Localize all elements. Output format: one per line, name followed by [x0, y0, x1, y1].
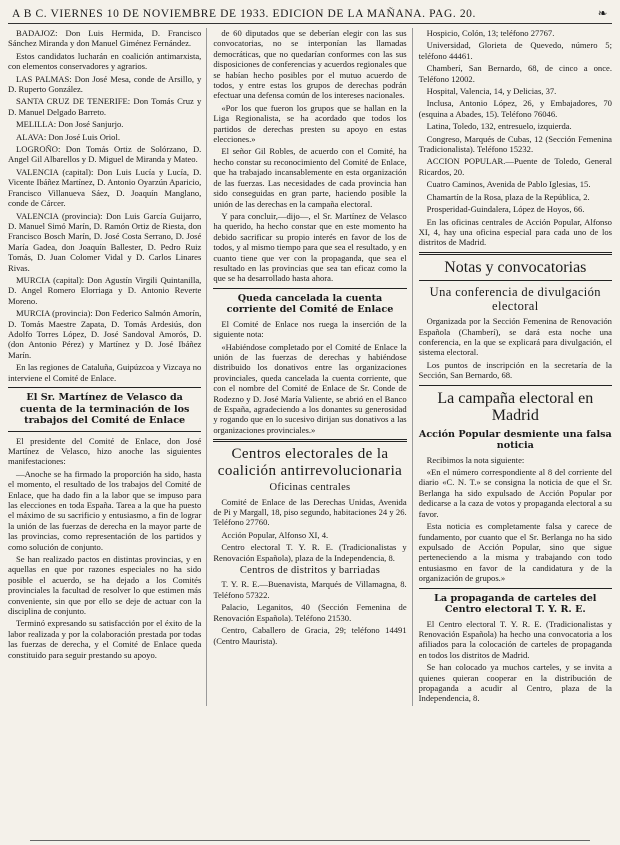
article-paragraph: El Comité de Enlace nos ruega la inserción de la siguiente nota:	[213, 318, 407, 340]
header-dateline: A B C. VIERNES 10 DE NOVIEMBRE DE 1933. EDICION DE LA MAÑANA. PAG. 20.	[12, 8, 476, 20]
office-listing: Prosperidad-Guindalera, López de Hoyos, 66.	[426, 204, 585, 215]
column-2	[213, 28, 412, 706]
office-listing: Latina, Toledo, 132, entresuelo, izquierda.	[426, 121, 572, 132]
office-listing: En las oficinas centrales de Acción Popular, Alfonso XI, 4, hay una oficina especial para cada uno de los distritos de Madrid.	[418, 216, 612, 248]
article-paragraph: Los puntos de inscripción en la secretaría de la Sección, San Bernardo, 68.	[418, 359, 612, 381]
office-listing: Congreso, Marqués de Cubas, 12 (Sección Femenina Tradicionalista). Teléfono 15232.	[418, 133, 612, 155]
article-paragraph: «Por los que fueron los grupos que se hallan en la Liga Regionalista, se ha acordado que todos los partidos de derechas presten su apoyo en estas elecciones.»	[213, 102, 407, 145]
bottom-rule	[30, 840, 590, 841]
office-listing: T. Y. R. E.—Buenavista, Marqués de Villamagna, 8. Teléfono 57322.	[213, 579, 407, 600]
subhead-oficinas-centrales: Oficinas centrales	[269, 482, 351, 494]
office-listing: Comité de Enlace de las Derechas Unidas, Avenida de Pi y Margall, 18, piso segundo, habitaciones 24 y 26. Teléfono 27760.	[213, 496, 407, 528]
headline-conferencia: Una conferencia de divulgación electoral	[429, 285, 601, 314]
headline-accion-popular: Acción Popular desmiente una falsa noticia	[418, 428, 612, 452]
office-listing: Universidad, Glorieta de Quevedo, número 5; teléfono 44461.	[418, 40, 612, 61]
candidates-tenerife: SANTA CRUZ DE TENERIFE: Don Tomás Cruz y D. Manuel Delgado Barreto.	[8, 96, 202, 117]
header-mark: ❧	[597, 8, 608, 20]
article-paragraph: «En el número correspondiente al 8 del corriente del diario «C. N. T.» se consigna la noticia de que el Sr. Berlanga ha sido expulsado de Acción Popular por dedicarse a la caza de votos y propaganda electoral a su favor.	[418, 467, 612, 519]
regions-note: En las regiones de Cataluña, Guipúzcoa y Vizcaya no interviene el Comité de Enlace.	[8, 362, 202, 383]
office-listing: Inclusa, Antonio López, 26, y Embajadores, 70 (esquina a Abades, 15). Teléfono 76046.	[418, 98, 612, 119]
divider	[419, 385, 612, 386]
divider	[213, 439, 406, 442]
headline-notas-convocatorias: Notas y convocatorias	[444, 258, 587, 276]
office-listing: Acción Popular, Alfonso XI, 4.	[221, 529, 329, 540]
candidates-valencia-capital: VALENCIA (capital): Don Luis Lucía y Lucía, D. Vicente Ibáñez Martínez, D. Antonio Oyarzún Aparicio, Francisco Villanueva Sáez, D. Joaquín Manglano, conde de Cárcer.	[8, 166, 202, 209]
article-paragraph: Se han realizado pactos en distintas provincias, y en aquellas en que por razones especiales no ha sido posible el acuerdo, se ha dejado a los Comités provinciales la facultad de resolver lo que estimen más conveniente, sin que por ello se deje de actuar con la disciplina de conjunto.	[8, 553, 202, 616]
article-paragraph: Recibimos la nota siguiente:	[426, 454, 525, 465]
column-1	[8, 28, 207, 706]
candidates-alava: ALAVA: Don José Luis Oriol.	[16, 131, 121, 142]
candidates-melilla: MELILLA: Don José Sanjurjo.	[16, 119, 124, 130]
article-paragraph: de 60 diputados que se deberían elegir con las sus convocatorias, no se interponían las llamadas democráticas, que no quedarían conformes con las sus disposiciones de conferencias y acuerdos regionales que se habían hecho posibles por el mutuo acuerdo de todos, y entre estas los grupos de derechas podrán efectuar una defensa común de los intereses nacionales.	[213, 28, 407, 101]
subhead-centros-distritos: Centros de distritos y barriadas	[239, 565, 381, 577]
article-paragraph: Terminó expresando su satisfacción por el éxito de la labor realizada y por la colaboración prestada por todas las fuerzas de derecha, y el Comité de Enlace queda constituido para seguir prestando su apoyo.	[8, 618, 202, 660]
office-listing: Hospicio, Colón, 13; teléfono 27767.	[426, 28, 555, 38]
page-header	[8, 6, 612, 24]
headline-martinez-velasco: El Sr. Martínez de Velasco da cuenta de la terminación de los trabajos del Comité de Enlace	[19, 392, 190, 426]
office-listing: Centro electoral T. Y. R. E. (Tradicionalistas y Renovación Española), plaza de la Independencia, 8.	[213, 542, 407, 563]
candidates-valencia-provincia: VALENCIA (provincia): Don Luis García Guijarro, D. Manuel Simó Marín, D. Ramón Ortiz de Riesta, don Francisco Bosch Marín, D. José Costa Serrano, D. José María Gadea, don Joaquín Ballester, D. Pedro Ruiz Tomás, D. Juan Colomer Vidal y D. Carlos Linares Rivas.	[8, 210, 202, 273]
headline-campana-madrid: La campaña electoral en Madrid	[437, 389, 594, 425]
headline-propaganda-carteles: La propaganda de carteles del Centro electoral T. Y. R. E.	[434, 592, 597, 616]
coalition-note: Estos candidatos lucharán en coalición antimarxista, con elementos conservadores y agrarios.	[8, 50, 202, 72]
office-listing: Chamartín de la Rosa, plaza de la República, 2.	[426, 191, 590, 202]
article-paragraph: El presidente del Comité de Enlace, don José Martínez de Velasco, hizo anoche las siguientes manifestaciones:	[8, 435, 202, 467]
article-paragraph: Se han colocado ya muchos carteles, y se invita a quienes quieran cooperar en la distribución de propaganda a acudir al Centro, plaza de la Independencia, 8.	[418, 662, 612, 704]
office-listing: ACCION POPULAR.—Puente de Toledo, General Ricardos, 20.	[418, 156, 612, 177]
article-paragraph: El señor Gil Robles, de acuerdo con el Comité, ha hecho constar su reconocimiento del Comité de Enlace, que ha trabajado incansablemente en esta organización de las fuerzas. Las necesidades de cada provincia han sido conseguidas en gran parte, haciendo posible la unión de las derechas en la campaña electoral.	[213, 146, 407, 209]
article-paragraph: «Habiéndose completado por el Comité de Enlace la unión de las fuerzas de derechas y habiéndose distribuido los donativos entre las organizaciones provinciales, queda cancelada la cuenta corriente, que con el nombre del Comité de Enlace de Sr. Conde de Rodezno y D. José María Valiente, se abrió en el Banco de España, agradeciendo a los donantes su generosidad y rogando que en lo sucesivo dirijan sus donativos a las organizaciones provinciales.»	[213, 341, 407, 435]
candidates-logrono: LOGROÑO: Don Tomás Ortiz de Solórzano, D. Angel Gil Albarellos y D. Miguel de Miranda y Mateo.	[8, 144, 202, 165]
article-paragraph: Esta noticia es completamente falsa y carece de fundamento, por cuanto que el Sr. Berlanga no ha sido expulsado de Acción Popular, sino que sigue perteneciendo a la misma y trabajando con todo entusiasmo en favor de la candidatura y de la organización de grupos.»	[418, 521, 612, 584]
divider	[213, 288, 406, 289]
article-paragraph: El Centro electoral T. Y. R. E. (Tradicionalistas y Renovación Española) ha hecho una convocatoria a los afiliados para la colocación de carteles de propaganda en todos los distritos de Madrid.	[418, 618, 612, 660]
office-listing: Hospital, Valencia, 14, y Delicias, 37.	[426, 86, 557, 97]
candidates-murcia-capital: MURCIA (capital): Don Agustín Virgili Quintanilla, D. Angel Romero Elorriaga y D. Antonio Reverte Moreno.	[8, 274, 202, 306]
article-paragraph: Y para concluir,—dijo—, el Sr. Martínez de Velasco ha querido, ha hecho constar que en este momento ha debido sacrificar su propio interés en favor de los de todos, y al mismo tiempo para que sea el resultado, y en cuanto tiene que ver con la propaganda, que sea el resultado en las provincias que sea tan eficaz como la que se ha desarrollado hasta ahora.	[213, 210, 407, 284]
candidates-badajoz: BADAJOZ: Don Luis Hermida, D. Francisco Sánchez Miranda y don Manuel Giménez Fernández.	[8, 28, 202, 49]
office-listing: Chamberí, San Bernardo, 68, de cinco a once. Teléfono 12002.	[418, 63, 612, 84]
office-listing: Cuatro Caminos, Avenida de Pablo Iglesias, 15.	[426, 179, 591, 190]
office-listing: Centro, Caballero de Gracia, 29; teléfono 14491 (Centro Maurista).	[213, 625, 407, 646]
article-paragraph: Organizada por la Sección Femenina de Renovación Española (Chamberí), se dará esta noche una conferencia, en la que se explicará para divulgación, el sistema electoral.	[418, 316, 612, 358]
column-3	[419, 28, 612, 706]
office-listing: Palacio, Leganitos, 40 (Sección Femenina de Renovación Española). Teléfono 21530.	[213, 602, 407, 623]
candidates-las-palmas: LAS PALMAS: Don José Mesa, conde de Arsillo, y D. Ruperto González.	[8, 73, 202, 95]
divider	[8, 387, 201, 388]
divider	[419, 280, 612, 281]
divider	[419, 252, 612, 255]
columns	[8, 28, 612, 706]
divider	[419, 588, 612, 589]
article-paragraph: —Anoche se ha firmado la proporción ha sido, hasta el momento, el resultado de los trabajos del Comité de Enlace, que ha dado fin a la labor que se impuso para las elecciones en toda España. Tarea a la que ha puesto el máximo de su sacrificio y entusiasmo, a fin de lograr la unión de las fuerzas de derecha en la mayor parte de las provincias, como representación de los partidos y como solución de conjunto.	[8, 468, 202, 552]
headline-centros-electorales: Centros electorales de la coalición antirrevolucionaria	[217, 446, 403, 479]
candidates-murcia-provincia: MURCIA (provincia): Don Federico Salmón Amorín, D. Tomás Maestre Zapata, D. Tomás Ardesiús, don Adolfo Torres López, D. José Sandoval Amorós, D. (don Antonio Pérez) y Martínez y D. José Ibáñez Marín.	[8, 308, 202, 360]
headline-cuenta-cancelada: Queda cancelada la cuenta corriente del Comité de Enlace	[226, 292, 394, 316]
divider	[8, 431, 201, 432]
